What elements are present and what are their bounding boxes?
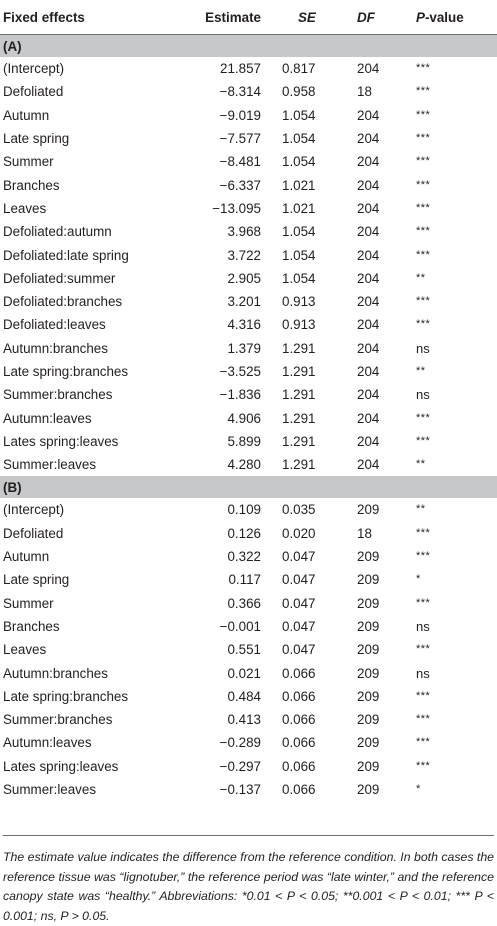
effect-cell: Late spring	[3, 572, 70, 588]
effect-cell: Summer:leaves	[3, 457, 97, 473]
estimate-cell: −13.095	[212, 200, 261, 216]
header-row	[0, 0, 497, 35]
se-cell: 1.291	[282, 433, 316, 449]
se-cell: 1.021	[282, 200, 316, 216]
se-cell: 0.047	[282, 642, 316, 658]
effect-cell: Late spring	[3, 131, 70, 147]
df-cell: 204	[357, 224, 380, 240]
header-p-value	[412, 0, 497, 35]
effect-cell: Summer	[3, 154, 54, 170]
effect-cell: Autumn:leaves	[3, 410, 92, 426]
p-value-cell	[412, 545, 497, 568]
table-row	[0, 522, 497, 545]
df-cell: 209	[357, 549, 380, 565]
se-cell: 1.054	[282, 270, 316, 286]
se-cell: 1.054	[282, 107, 316, 123]
df-cell: 204	[357, 131, 380, 147]
estimate-cell: −0.137	[219, 782, 261, 798]
effect-cell: Summer:branches	[3, 387, 113, 403]
se-cell: 0.047	[282, 618, 316, 634]
df-cell: 209	[357, 712, 380, 728]
table-footnote: The estimate value indicates the difference from the reference condition. In both cases the reference tissue was “lignotuber,” the reference period was “late winter,” and the reference canopy state was “healthy.” Abbreviations: *0.01 < P < 0.05; **0.001 < P < 0.01; *** P < 0.001; ns, P > 0.05.	[3, 835, 494, 926]
significance-mark: ns	[416, 340, 430, 356]
effect-cell: Defoliated	[3, 84, 64, 100]
effect-cell: Summer:branches	[3, 712, 113, 728]
estimate-cell: −6.337	[219, 177, 261, 193]
se-cell: 0.020	[282, 525, 316, 541]
df-cell: 204	[357, 177, 380, 193]
se-cell: 1.054	[282, 131, 316, 147]
se-cell: 0.047	[282, 572, 316, 588]
se-cell: 1.021	[282, 177, 316, 193]
header-df: DF	[339, 0, 412, 35]
effect-cell: Branches	[3, 177, 60, 193]
estimate-cell: 0.117	[228, 572, 261, 588]
df-cell: 209	[357, 502, 380, 518]
significance-mark: ***	[416, 643, 431, 656]
p-value-cell	[412, 638, 497, 661]
p-value-cell	[412, 57, 497, 80]
table-row	[0, 313, 497, 336]
significance-mark: ***	[416, 201, 431, 214]
estimate-cell: 4.906	[227, 410, 261, 426]
table-row	[0, 150, 497, 173]
significance-mark: ***	[416, 759, 431, 772]
se-cell: 0.066	[282, 665, 316, 681]
estimate-cell: −8.314	[219, 84, 261, 100]
estimate-cell: 21.857	[220, 61, 261, 77]
significance-mark: ns	[416, 665, 430, 681]
se-cell: 0.066	[282, 782, 316, 798]
table-row	[0, 220, 497, 243]
header-p-italic: P	[416, 9, 425, 25]
p-value-cell	[412, 267, 497, 290]
effect-cell: Defoliated:summer	[3, 270, 116, 286]
significance-mark: ***	[416, 713, 431, 726]
estimate-cell: 3.968	[227, 224, 261, 240]
df-cell: 204	[357, 61, 380, 77]
effect-cell: Autumn	[3, 107, 50, 123]
header-estimate: Estimate	[160, 0, 266, 35]
p-value-cell	[412, 522, 497, 545]
significance-mark: ns	[416, 387, 430, 403]
section-b-label: (B)	[0, 476, 497, 498]
df-cell: 204	[357, 317, 380, 333]
significance-mark: ***	[416, 550, 431, 563]
p-value-cell	[412, 360, 497, 383]
estimate-cell: 0.484	[227, 688, 261, 704]
significance-mark: ***	[416, 736, 431, 749]
significance-mark: ***	[416, 108, 431, 121]
header-p-rest: -value	[424, 9, 464, 25]
effect-cell: Leaves	[3, 642, 47, 658]
se-cell: 0.066	[282, 712, 316, 728]
p-value-cell	[412, 173, 497, 196]
effect-cell: Autumn:branches	[3, 665, 108, 681]
significance-mark: ***	[416, 132, 431, 145]
table-row	[0, 592, 497, 615]
table-row	[0, 568, 497, 591]
effect-cell: Summer:leaves	[3, 782, 97, 798]
effect-cell: Defoliated:leaves	[3, 317, 106, 333]
df-cell: 204	[357, 107, 380, 123]
df-cell: 204	[357, 433, 380, 449]
estimate-cell: −0.289	[219, 735, 261, 751]
estimate-cell: 4.316	[227, 317, 261, 333]
significance-mark: ***	[416, 62, 431, 75]
df-cell: 204	[357, 270, 380, 286]
table-row	[0, 731, 497, 754]
p-value-cell	[412, 430, 497, 453]
df-cell: 204	[357, 410, 380, 426]
se-cell: 1.291	[282, 457, 316, 473]
significance-mark: **	[416, 503, 426, 516]
df-cell: 204	[357, 340, 380, 356]
table-row	[0, 755, 497, 778]
table-row	[0, 337, 497, 360]
estimate-cell: 2.905	[227, 270, 261, 286]
p-value-cell	[412, 150, 497, 173]
estimate-cell: 0.126	[227, 525, 261, 541]
effect-cell: Late spring:branches	[3, 688, 129, 704]
df-cell: 209	[357, 782, 380, 798]
effect-cell: Lates spring:leaves	[3, 433, 119, 449]
df-cell: 209	[357, 642, 380, 658]
df-cell: 204	[357, 387, 380, 403]
table-row	[0, 498, 497, 521]
table-row	[0, 406, 497, 429]
effect-cell: (Intercept)	[3, 61, 65, 77]
table-row	[0, 360, 497, 383]
p-value-cell	[412, 568, 497, 591]
p-value-cell	[412, 127, 497, 150]
section-a-body	[0, 35, 497, 477]
significance-mark: ***	[416, 85, 431, 98]
table-row	[0, 104, 497, 127]
significance-mark: ***	[416, 434, 431, 447]
df-cell: 209	[357, 572, 380, 588]
section-a-label: (A)	[0, 35, 497, 58]
table-row	[0, 615, 497, 638]
p-value-cell	[412, 104, 497, 127]
df-cell: 209	[357, 618, 380, 634]
estimate-cell: 0.021	[227, 665, 261, 681]
table-row	[0, 430, 497, 453]
df-cell: 204	[357, 364, 380, 379]
section-b-header	[0, 476, 497, 498]
effect-cell: Summer	[3, 595, 54, 611]
p-value-cell	[412, 498, 497, 521]
effect-cell: Autumn	[3, 549, 50, 565]
table-row	[0, 57, 497, 80]
effect-cell: Defoliated:late spring	[3, 247, 129, 263]
header-se: SE	[266, 0, 339, 35]
p-value-cell	[412, 661, 497, 684]
effect-cell: Late spring:branches	[3, 364, 129, 379]
table-row	[0, 267, 497, 290]
p-value-cell	[412, 243, 497, 266]
significance-mark: ***	[416, 318, 431, 331]
effect-cell: Branches	[3, 618, 60, 634]
se-cell: 0.913	[282, 317, 316, 333]
df-cell: 18	[357, 84, 372, 100]
p-value-cell	[412, 383, 497, 406]
effect-cell: Defoliated	[3, 525, 64, 541]
effect-cell: Lates spring:leaves	[3, 758, 119, 774]
p-value-cell	[412, 406, 497, 429]
estimate-cell: −3.525	[219, 364, 261, 379]
p-value-cell	[412, 708, 497, 731]
se-cell: 0.047	[282, 549, 316, 565]
se-cell: 1.291	[282, 410, 316, 426]
significance-mark: ***	[416, 295, 431, 308]
table-row	[0, 127, 497, 150]
df-cell: 209	[357, 595, 380, 611]
estimate-cell: 3.722	[227, 247, 261, 263]
significance-mark: ***	[416, 689, 431, 702]
estimate-cell: 0.413	[227, 712, 261, 728]
estimate-cell: 0.366	[227, 595, 261, 611]
se-cell: 1.054	[282, 224, 316, 240]
p-value-cell	[412, 290, 497, 313]
se-cell: 0.066	[282, 735, 316, 751]
table-row	[0, 638, 497, 661]
header-fixed-effects: Fixed effects	[0, 0, 160, 35]
significance-mark: *	[416, 783, 421, 796]
section-a-header	[0, 35, 497, 58]
estimate-cell: −1.836	[219, 387, 261, 403]
estimate-cell: −0.001	[219, 618, 261, 634]
estimate-cell: 1.379	[227, 340, 261, 356]
estimate-cell: −9.019	[219, 107, 261, 123]
table-row	[0, 708, 497, 731]
se-cell: 0.958	[282, 84, 316, 100]
estimate-cell: 4.280	[227, 457, 261, 473]
estimate-cell: 0.322	[227, 549, 261, 565]
p-value-cell	[412, 313, 497, 336]
df-cell: 204	[357, 200, 380, 216]
table-row	[0, 243, 497, 266]
p-value-cell	[412, 755, 497, 778]
significance-mark: ***	[416, 596, 431, 609]
effect-cell: Autumn:branches	[3, 340, 108, 356]
significance-mark: ***	[416, 178, 431, 191]
p-value-cell	[412, 615, 497, 638]
significance-mark: ns	[416, 618, 430, 634]
df-cell: 204	[357, 247, 380, 263]
df-cell: 204	[357, 294, 380, 310]
df-cell: 209	[357, 735, 380, 751]
se-cell: 1.054	[282, 154, 316, 170]
df-cell: 209	[357, 665, 380, 681]
p-value-cell	[412, 337, 497, 360]
df-cell: 204	[357, 457, 380, 473]
table-row	[0, 80, 497, 103]
estimate-cell: −8.481	[219, 154, 261, 170]
effect-cell: (Intercept)	[3, 502, 65, 518]
se-cell: 1.054	[282, 247, 316, 263]
se-cell: 0.047	[282, 595, 316, 611]
se-cell: 1.291	[282, 340, 316, 356]
p-value-cell	[412, 80, 497, 103]
p-value-cell	[412, 220, 497, 243]
p-value-cell	[412, 778, 497, 801]
p-value-cell	[412, 731, 497, 754]
significance-mark: ***	[416, 526, 431, 539]
estimate-cell: −7.577	[219, 131, 261, 147]
se-cell: 0.066	[282, 688, 316, 704]
se-cell: 1.291	[282, 387, 316, 403]
effect-cell: Leaves	[3, 200, 47, 216]
df-cell: 209	[357, 758, 380, 774]
effect-cell: Autumn:leaves	[3, 735, 92, 751]
significance-mark: **	[416, 271, 426, 284]
estimate-cell: 5.899	[227, 433, 261, 449]
p-value-cell	[412, 592, 497, 615]
effect-cell: Defoliated:branches	[3, 294, 123, 310]
table-row	[0, 383, 497, 406]
significance-mark: *	[416, 573, 421, 586]
significance-mark: ***	[416, 411, 431, 424]
p-value-cell	[412, 453, 497, 476]
se-cell: 0.913	[282, 294, 316, 310]
significance-mark: ***	[416, 155, 431, 168]
estimate-cell: 0.109	[227, 502, 261, 518]
significance-mark: ***	[416, 248, 431, 261]
significance-mark: ***	[416, 225, 431, 238]
estimate-cell: 3.201	[227, 294, 261, 310]
table-row	[0, 173, 497, 196]
estimate-cell: 0.551	[227, 642, 261, 658]
significance-mark: **	[416, 458, 426, 471]
table-row	[0, 545, 497, 568]
p-value-cell	[412, 197, 497, 220]
table-row	[0, 778, 497, 801]
se-cell: 0.066	[282, 758, 316, 774]
section-b-body	[0, 476, 497, 801]
table-row	[0, 197, 497, 220]
se-cell: 1.291	[282, 364, 316, 379]
se-cell: 0.035	[282, 502, 316, 518]
se-cell: 0.817	[282, 61, 316, 77]
estimate-cell: −0.297	[219, 758, 261, 774]
table-row	[0, 290, 497, 313]
table-row	[0, 685, 497, 708]
significance-mark: **	[416, 365, 426, 377]
effect-cell: Defoliated:autumn	[3, 224, 112, 240]
df-cell: 209	[357, 688, 380, 704]
df-cell: 18	[357, 525, 372, 541]
table-row	[0, 453, 497, 476]
p-value-cell	[412, 685, 497, 708]
df-cell: 204	[357, 154, 380, 170]
table-row	[0, 661, 497, 684]
